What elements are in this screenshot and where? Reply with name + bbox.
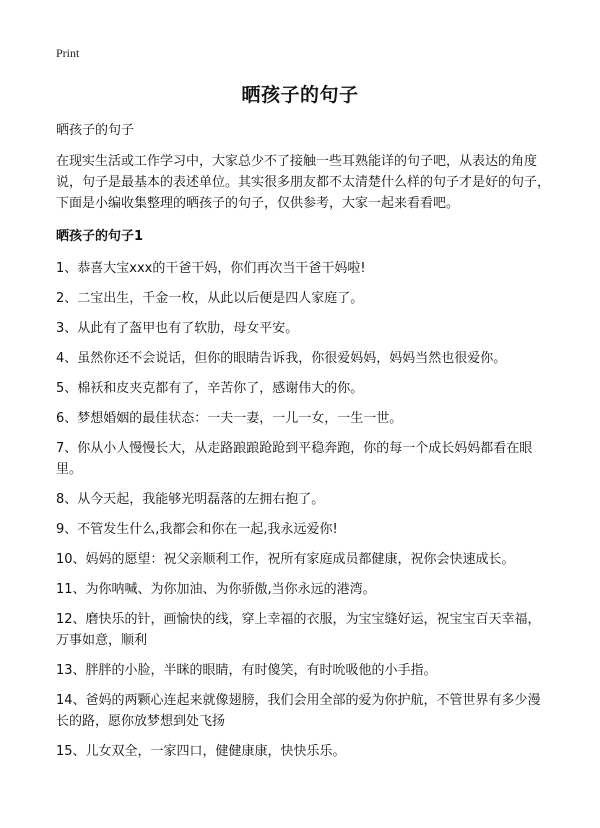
article-body bbox=[56, 120, 550, 771]
list-item: 4、虽然你还不会说话，但你的眼睛告诉我，你很爱妈妈，妈妈当然也很爱你。 bbox=[56, 351, 507, 366]
intro-paragraph: 在现实生活或工作学习中，大家总少不了接触一些耳熟能详的句子吧，从表达的角度说，句子是最基本的表述单位。其实很多朋友都不太清楚什么样的句子才是好的句子，下面是小编收集整理的晒孩子的句子，仅供参考，大家一起来看看吧。 bbox=[56, 154, 551, 211]
list-item: 11、为你呐喊、为你加油、为你骄傲,当你永远的港湾。 bbox=[56, 582, 376, 597]
list-item: 2、二宝出生，千金一枚，从此以后便是四人家庭了。 bbox=[56, 291, 364, 306]
article-subtitle: 晒孩子的句子 bbox=[56, 123, 135, 138]
list-item: 1、恭喜大宝xxx的干爸干妈，你们再次当干爸干妈啦! bbox=[56, 261, 366, 276]
list-item: 3、从此有了盔甲也有了软肋，母女平安。 bbox=[56, 321, 299, 336]
list-item: 5、棉袄和皮夹克都有了，辛苦你了，感谢伟大的你。 bbox=[56, 381, 364, 396]
print-link[interactable]: Print bbox=[56, 46, 80, 60]
list-item: 12、磨快乐的针，画愉快的线，穿上幸福的衣服，为宝宝缝好运，祝宝宝百天幸福，万事如意，顺利 bbox=[56, 612, 541, 648]
list-item: 10、妈妈的愿望：祝父亲顺利工作，祝所有家庭成员都健康，祝你会快速成长。 bbox=[56, 552, 515, 567]
sentence-list bbox=[56, 258, 550, 762]
list-item: 14、爸妈的两颗心连起来就像翅膀，我们会用全部的爱为你护航，不管世界有多少漫长的路，愿你放梦想到处飞扬 bbox=[56, 693, 541, 729]
list-item: 7、你从小人慢慢长大，从走路踉踉跄跄到平稳奔跑，你的每一个成长妈妈都看在眼里。 bbox=[56, 441, 533, 477]
list-item: 13、胖胖的小脸，半眯的眼睛，有时傻笑，有时吮吸他的小手指。 bbox=[56, 663, 437, 678]
list-item: 9、不管发生什么,我都会和你在一起,我永远爱你! bbox=[56, 522, 338, 537]
list-item: 6、梦想婚姻的最佳状态：一夫一妻，一儿一女，一生一世。 bbox=[56, 411, 403, 426]
section-heading: 晒孩子的句子1 bbox=[56, 229, 144, 244]
list-item: 8、从今天起，我能够光明磊落的左拥右抱了。 bbox=[56, 492, 325, 507]
list-item: 15、儿女双全，一家四口，健健康康，快快乐乐。 bbox=[56, 744, 346, 759]
page-title: 晒孩子的句子 bbox=[241, 84, 359, 106]
